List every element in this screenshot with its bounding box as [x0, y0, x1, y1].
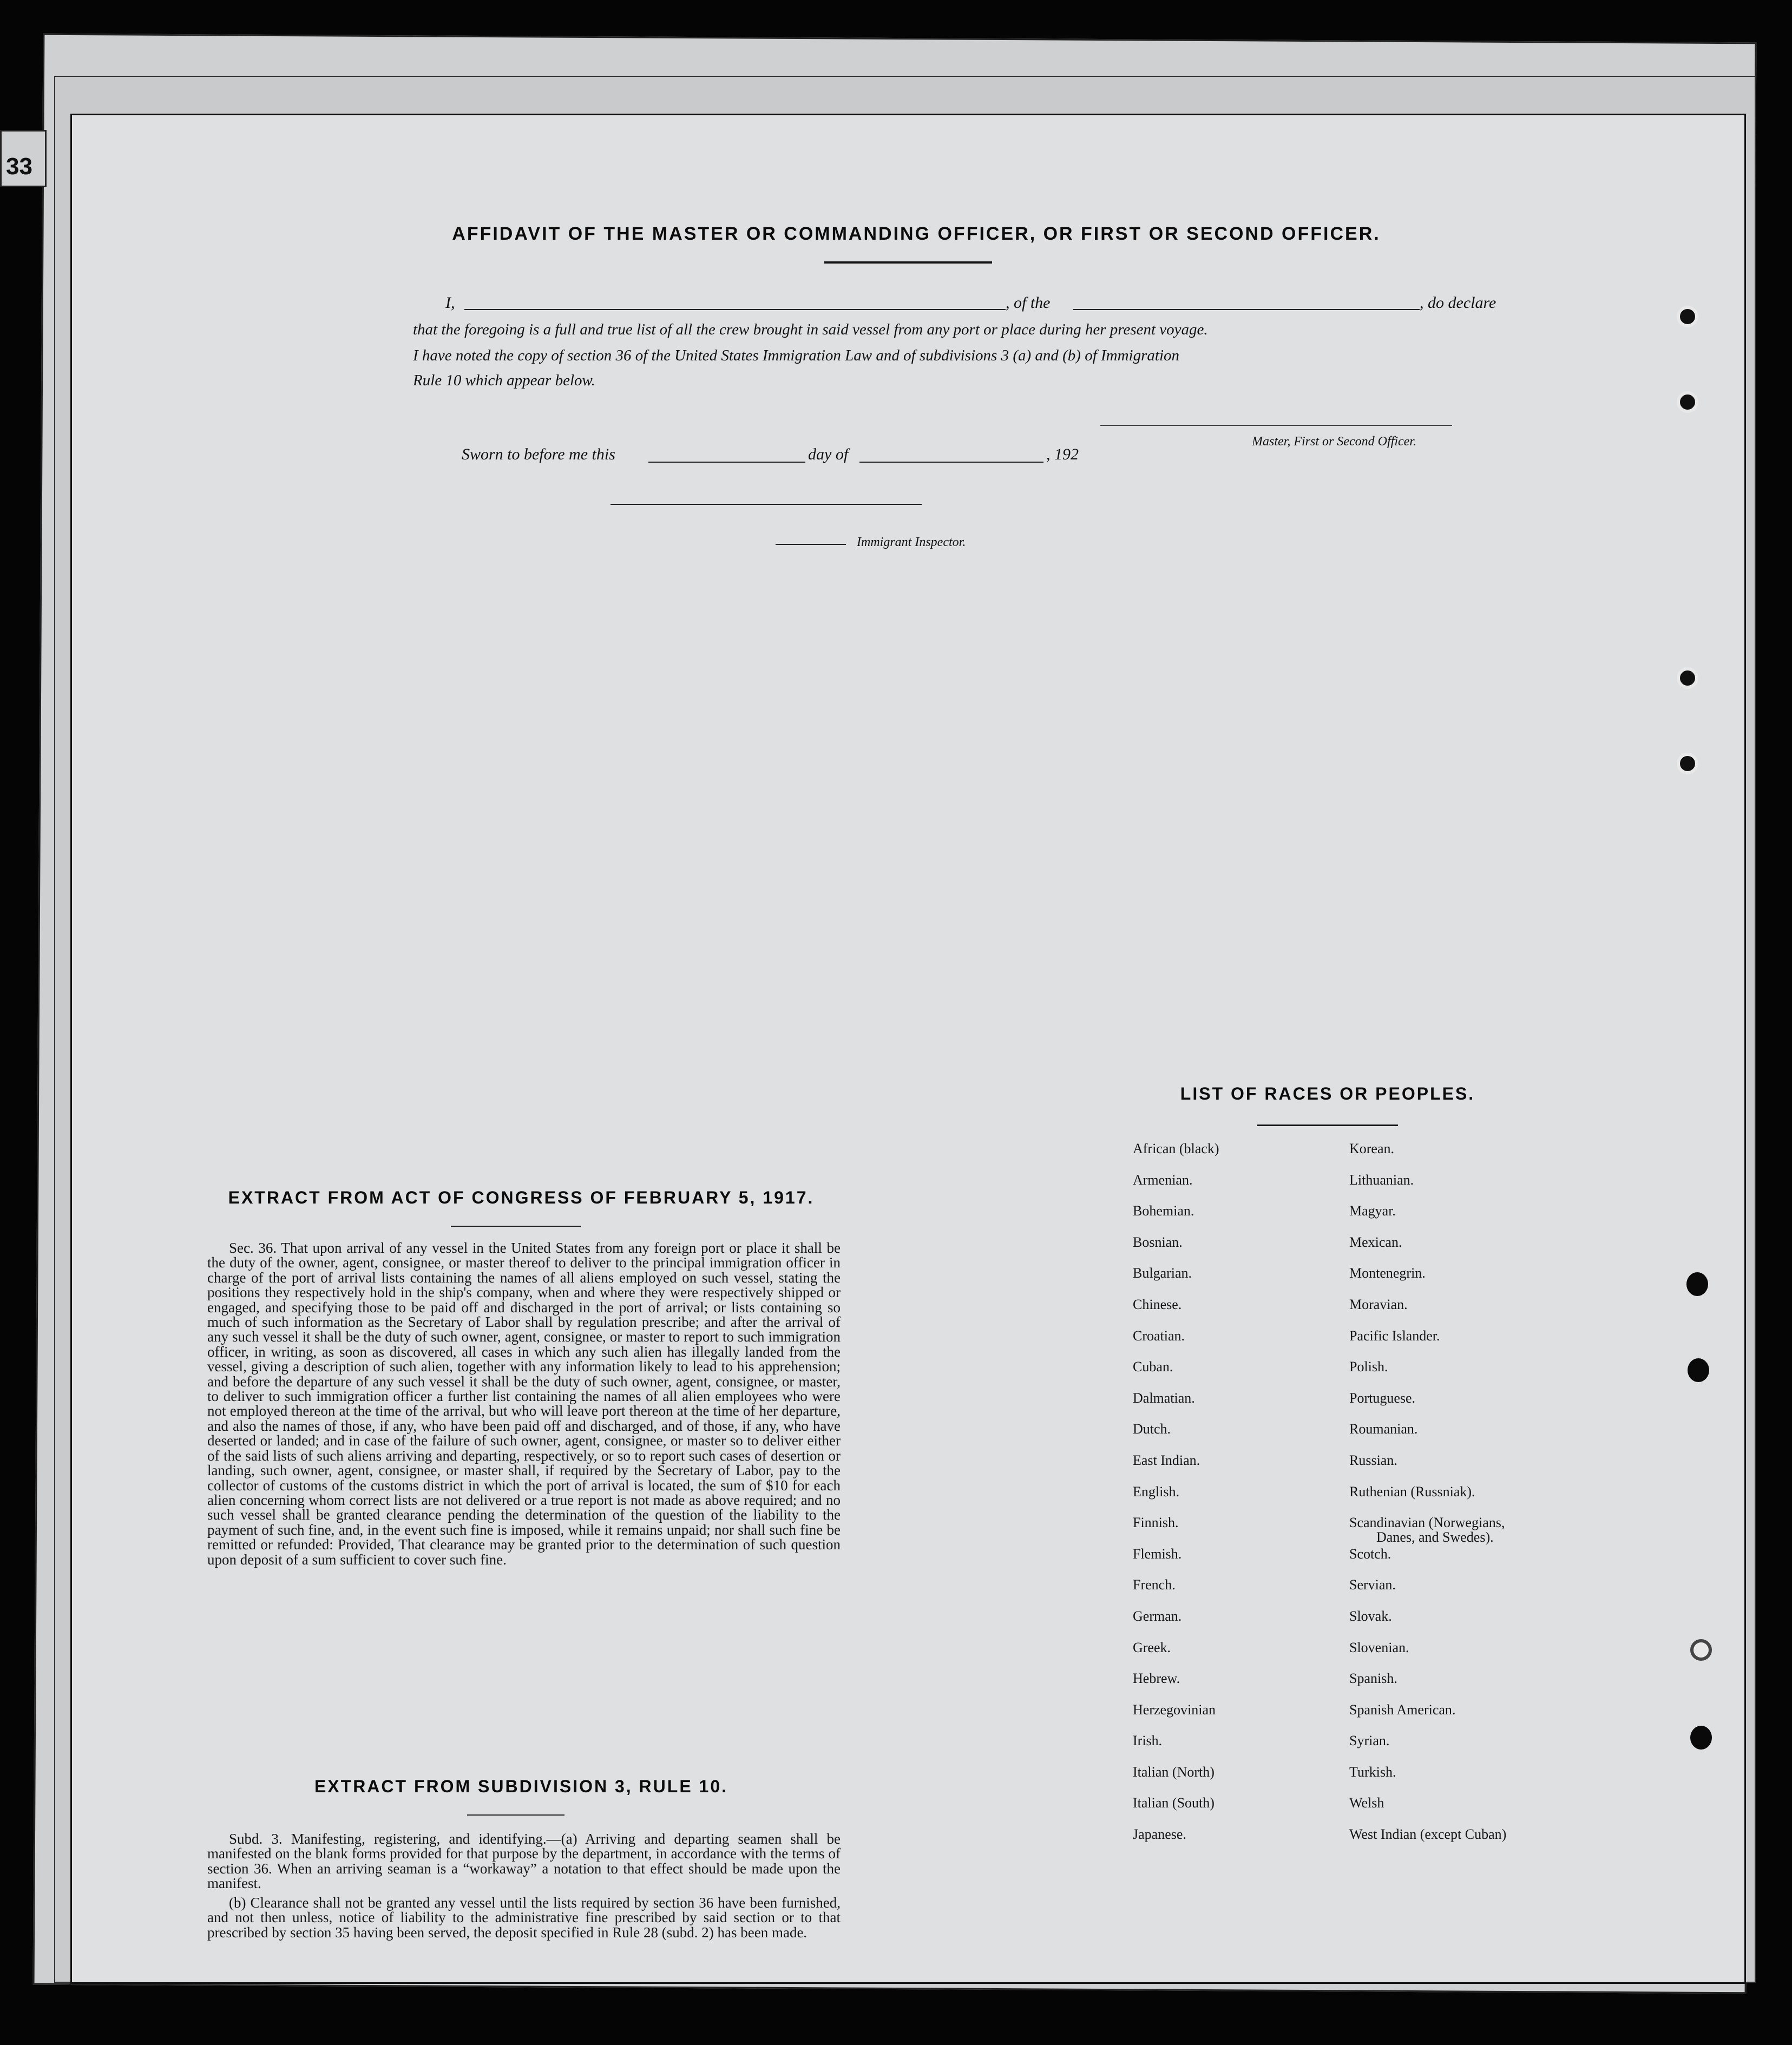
punch-hole [1677, 391, 1698, 413]
affidavit-body-line2: I have noted the copy of section 36 of the United States Immigration Law and of subdivisions 3 (a) and (b) of Immigration [413, 347, 1180, 364]
race-item: Montenegrin. [1349, 1265, 1426, 1281]
punch-hole [1677, 753, 1698, 774]
rule-extract-title: EXTRACT FROM SUBDIVISION 3, RULE 10. [314, 1777, 728, 1796]
month-line [859, 462, 1043, 463]
race-item: Ruthenian (Russniak). [1349, 1483, 1475, 1500]
races-column-1 [1133, 1141, 1295, 1858]
race-item: Dalmatian. [1133, 1390, 1195, 1406]
race-item: Syrian. [1349, 1733, 1390, 1749]
race-item: Bosnian. [1133, 1234, 1183, 1250]
race-item: Italian (North) [1133, 1764, 1215, 1780]
year-label: , 192 [1046, 445, 1079, 463]
affidavit-title: AFFIDAVIT OF THE MASTER OR COMMANDING OFFICER, OR FIRST OR SECOND OFFICER. [452, 223, 1381, 244]
race-item: Turkish. [1349, 1764, 1396, 1780]
race-item: Lithuanian. [1349, 1172, 1414, 1188]
act-title-rule [451, 1226, 581, 1227]
race-item: Roumanian. [1349, 1421, 1418, 1437]
race-item: English. [1133, 1483, 1179, 1500]
race-item: Cuban. [1133, 1359, 1173, 1375]
race-item: Portuguese. [1349, 1390, 1416, 1406]
do-declare-label: , do declare [1420, 294, 1496, 312]
race-item: Korean. [1349, 1141, 1395, 1156]
edge-tab: 33 [0, 130, 47, 187]
race-item: Bohemian. [1133, 1203, 1194, 1219]
races-title: LIST OF RACES OR PEOPLES. [1180, 1084, 1475, 1103]
of-the-label: , of the [1006, 294, 1051, 312]
punch-hole [1690, 1639, 1712, 1661]
race-item: Greek. [1133, 1639, 1171, 1655]
inspector-caption: Immigrant Inspector. [857, 535, 966, 549]
race-item: German. [1133, 1608, 1182, 1624]
signature-caption: Master, First or Second Officer. [1252, 435, 1416, 449]
vessel-line [1073, 309, 1420, 310]
race-item: Dutch. [1133, 1421, 1171, 1437]
affidavit-body-line1: that the foregoing is a full and true list of all the crew brought in said vessel from any port or place during her present voyage. [413, 321, 1208, 338]
punch-hole [1686, 1272, 1708, 1296]
rule-title-rule [467, 1814, 564, 1816]
name-line [464, 309, 1006, 310]
inspector-signature-line [611, 504, 922, 505]
race-item: Spanish. [1349, 1671, 1397, 1687]
sworn-label: Sworn to before me this [462, 445, 615, 463]
race-item: Magyar. [1349, 1203, 1396, 1219]
punch-hole [1677, 667, 1698, 689]
race-item: Scandinavian (Norwegians, [1349, 1515, 1505, 1531]
race-item: Finnish. [1133, 1515, 1179, 1531]
document-page [70, 114, 1746, 1984]
race-item: Irish. [1133, 1733, 1163, 1749]
race-item: Welsh [1349, 1795, 1384, 1811]
signature-line [1100, 425, 1452, 426]
race-item: Polish. [1349, 1359, 1388, 1375]
race-item: Servian. [1349, 1577, 1396, 1593]
race-item: African (black) [1133, 1141, 1219, 1156]
race-item: Spanish American. [1349, 1701, 1456, 1718]
punch-hole [1690, 1726, 1712, 1750]
affidavit-i-label: I, [445, 294, 455, 312]
day-line [648, 462, 805, 463]
affidavit-title-rule [824, 261, 992, 264]
act-extract-title: EXTRACT FROM ACT OF CONGRESS OF FEBRUARY 5, 1917. [228, 1188, 815, 1207]
race-item: Flemish. [1133, 1546, 1182, 1562]
race-item: Slovenian. [1349, 1639, 1409, 1655]
races-title-rule [1257, 1125, 1398, 1126]
race-item: Slovak. [1349, 1608, 1392, 1624]
race-item: Armenian. [1133, 1172, 1193, 1188]
punch-hole [1677, 306, 1698, 327]
rule-extract-text-b: (b) Clearance shall not be granted any vessel until the lists required by section 36 have been furnished, and not then unless, notice of liability to the administrative fine prescribed by said section or to that prescribed by section 35 having been served, the deposit specified in Rule 28 (subd. 2) has been made. [207, 1895, 841, 1941]
race-item: Chinese. [1133, 1296, 1182, 1312]
race-item: Scotch. [1349, 1546, 1391, 1562]
race-item: Herzegovinian [1133, 1701, 1216, 1718]
day-of-label: day of [808, 445, 849, 463]
race-item: French. [1133, 1577, 1176, 1593]
rule-extract-text-a: Subd. 3. Manifesting, registering, and identifying.—(a) Arriving and departing seamen shall be manifested on the blank forms provided for that purpose by the department, in accordance with the terms of section 36. When an arriving seaman is a “workaway” a notation to that effect should be made upon the manifest. [207, 1831, 841, 1892]
race-item: Croatian. [1133, 1327, 1185, 1344]
inspector-name-line [776, 544, 846, 545]
race-item: Mexican. [1349, 1234, 1402, 1250]
race-item: Hebrew. [1133, 1671, 1180, 1687]
race-item: Italian (South) [1133, 1795, 1215, 1811]
act-extract-text: Sec. 36. That upon arrival of any vessel in the United States from any foreign port or place it shall be the duty of the owner, agent, consignee, or master thereof to deliver to the principal immigration officer in charge of the port of arrival lists containing the names of all aliens employed on such vessel, stating the positions they respectively hold in the ship's company, when and where they were respectively shipped or engaged, and specifying those to be paid off and discharged in the port of arrival; or lists containing so much of such information as the Secretary of Labor shall by regulation prescribe; and after the arrival of any such vessel it shall be the duty of such owner, agent, consignee, or master to report to such immigration officer, in writing, as soon as discovered, all cases in which any such alien has illegally landed from the vessel, giving a description of such alien, together with any information likely to lead to his apprehension; and before the departure of any such vessel it shall be the duty of such owner, agent, consignee, or master, to deliver to such immigration officer a further list containing the names of all alien employees who were not employed thereon at the time of the arrival, but who will leave port thereon at the time of her departure, and also the names of those, if any, who have been paid off and discharged, and of those, if any, who have deserted or landed; and in case of the failure of such owner, agent, consignee, or master so to deliver either of the said lists of such aliens arriving and departing, respectively, or so to report such cases of desertion or landing, such owner, agent, consignee, or master shall, if required by the Secretary of Labor, pay to the collector of customs of the customs district in which the port of arrival is located, the sum of $10 for each alien concerning whom correct lists are not delivered or a true report is not made as above required; and no such vessel shall be granted clearance pending the determination of the question of the liability to the payment of such fine, and, in the event such fine is imposed, while it remains unpaid; nor shall such fine be remitted or refunded: Provided, That clearance may be granted prior to the determination of such question upon deposit of a sum sufficient to cover such fine. [207, 1240, 841, 1568]
race-item: East Indian. [1133, 1452, 1200, 1468]
race-item: West Indian (except Cuban) [1349, 1826, 1507, 1843]
races-column-2 [1349, 1141, 1577, 1858]
race-item: Moravian. [1349, 1296, 1408, 1312]
race-item: Japanese. [1133, 1826, 1186, 1843]
race-item: Bulgarian. [1133, 1265, 1192, 1281]
punch-hole [1688, 1358, 1709, 1382]
race-item-continuation: Danes, and Swedes). [1376, 1529, 1494, 1545]
race-item: Russian. [1349, 1452, 1397, 1468]
affidavit-body-line3: Rule 10 which appear below. [413, 372, 595, 389]
race-item: Pacific Islander. [1349, 1327, 1440, 1344]
